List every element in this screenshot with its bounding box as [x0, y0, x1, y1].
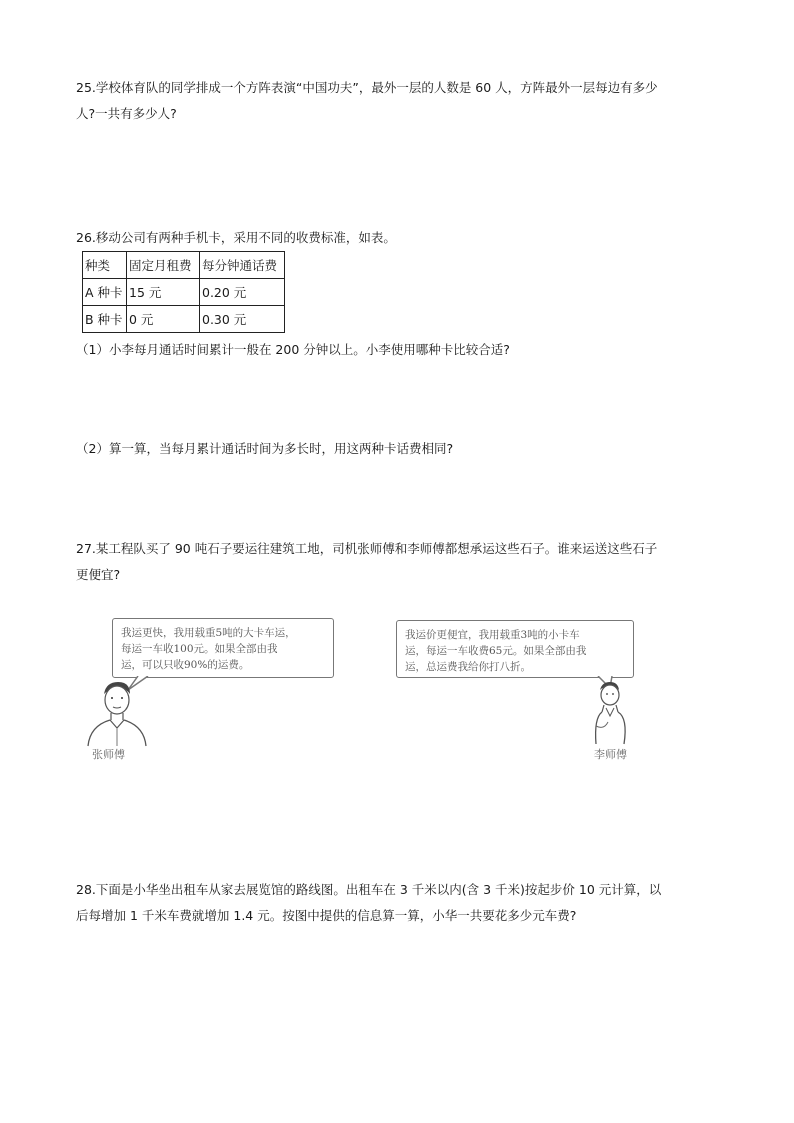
li-speech-line: 运，总运费我给你打八折。 — [405, 661, 531, 673]
fee-table — [82, 251, 285, 333]
li-name-label: 李师傅 — [594, 748, 627, 761]
li-speech-line: 我运价更便宜，我用载重3吨的小卡车 — [405, 629, 580, 641]
zhang-speech-line: 运，可以只收90%的运费。 — [121, 659, 250, 671]
zhang-speech-line: 我运更快，我用载重5吨的大卡车运， — [121, 627, 296, 639]
q26-intro: 26.移动公司有两种手机卡，采用不同的收费标准，如表。 — [76, 230, 396, 245]
fee-table-cell: B 种卡 — [83, 306, 127, 333]
zhang-name-label: 张师傅 — [92, 748, 125, 761]
fee-table-cell: 0 元 — [127, 306, 200, 333]
fee-table-header-per-minute: 每分钟通话费 — [200, 252, 285, 279]
fee-table-header-row — [83, 252, 285, 279]
zhang-speech-bubble — [112, 618, 334, 678]
zhang-figure-icon — [84, 676, 184, 748]
fee-table-header-type: 种类 — [83, 252, 127, 279]
li-figure-icon — [578, 676, 642, 746]
q27-text-line-2: 更便宜? — [76, 567, 121, 582]
fee-table-cell: 0.20 元 — [200, 279, 285, 306]
q28-text-line-2: 后每增加 1 千米车费就增加 1.4 元。按图中提供的信息算一算，小华一共要花多少元车费? — [76, 908, 577, 923]
fee-table-cell: A 种卡 — [83, 279, 127, 306]
li-speech-bubble — [396, 620, 634, 678]
table-row — [83, 279, 285, 306]
fee-table-cell: 0.30 元 — [200, 306, 285, 333]
fee-table-header-monthly: 固定月租费 — [127, 252, 200, 279]
li-speech-line: 运，每运一车收费65元。如果全部由我 — [405, 645, 587, 657]
q27-text-line-1: 27.某工程队买了 90 吨石子要运往建筑工地，司机张师傅和李师傅都想承运这些石子。谁来运送这些石子 — [76, 541, 658, 556]
table-row — [83, 306, 285, 333]
q26-sub-question-2: （2）算一算，当每月累计通话时间为多长时，用这两种卡话费相同? — [76, 441, 454, 456]
fee-table-cell: 15 元 — [127, 279, 200, 306]
q26-sub-question-1: （1）小李每月通话时间累计一般在 200 分钟以上。小李使用哪种卡比较合适? — [76, 342, 510, 357]
q25-text-line-2: 人?一共有多少人? — [76, 106, 177, 121]
zhang-speech-line: 每运一车收100元。如果全部由我 — [121, 643, 278, 655]
q28-text-line-1: 28.下面是小华坐出租车从家去展览馆的路线图。出租车在 3 千米以内(含 3 千米)按起步价 10 元计算，以 — [76, 882, 662, 897]
q25-text-line-1: 25.学校体育队的同学排成一个方阵表演“中国功夫”，最外一层的人数是 60 人，方阵最外一层每边有多少 — [76, 80, 658, 95]
